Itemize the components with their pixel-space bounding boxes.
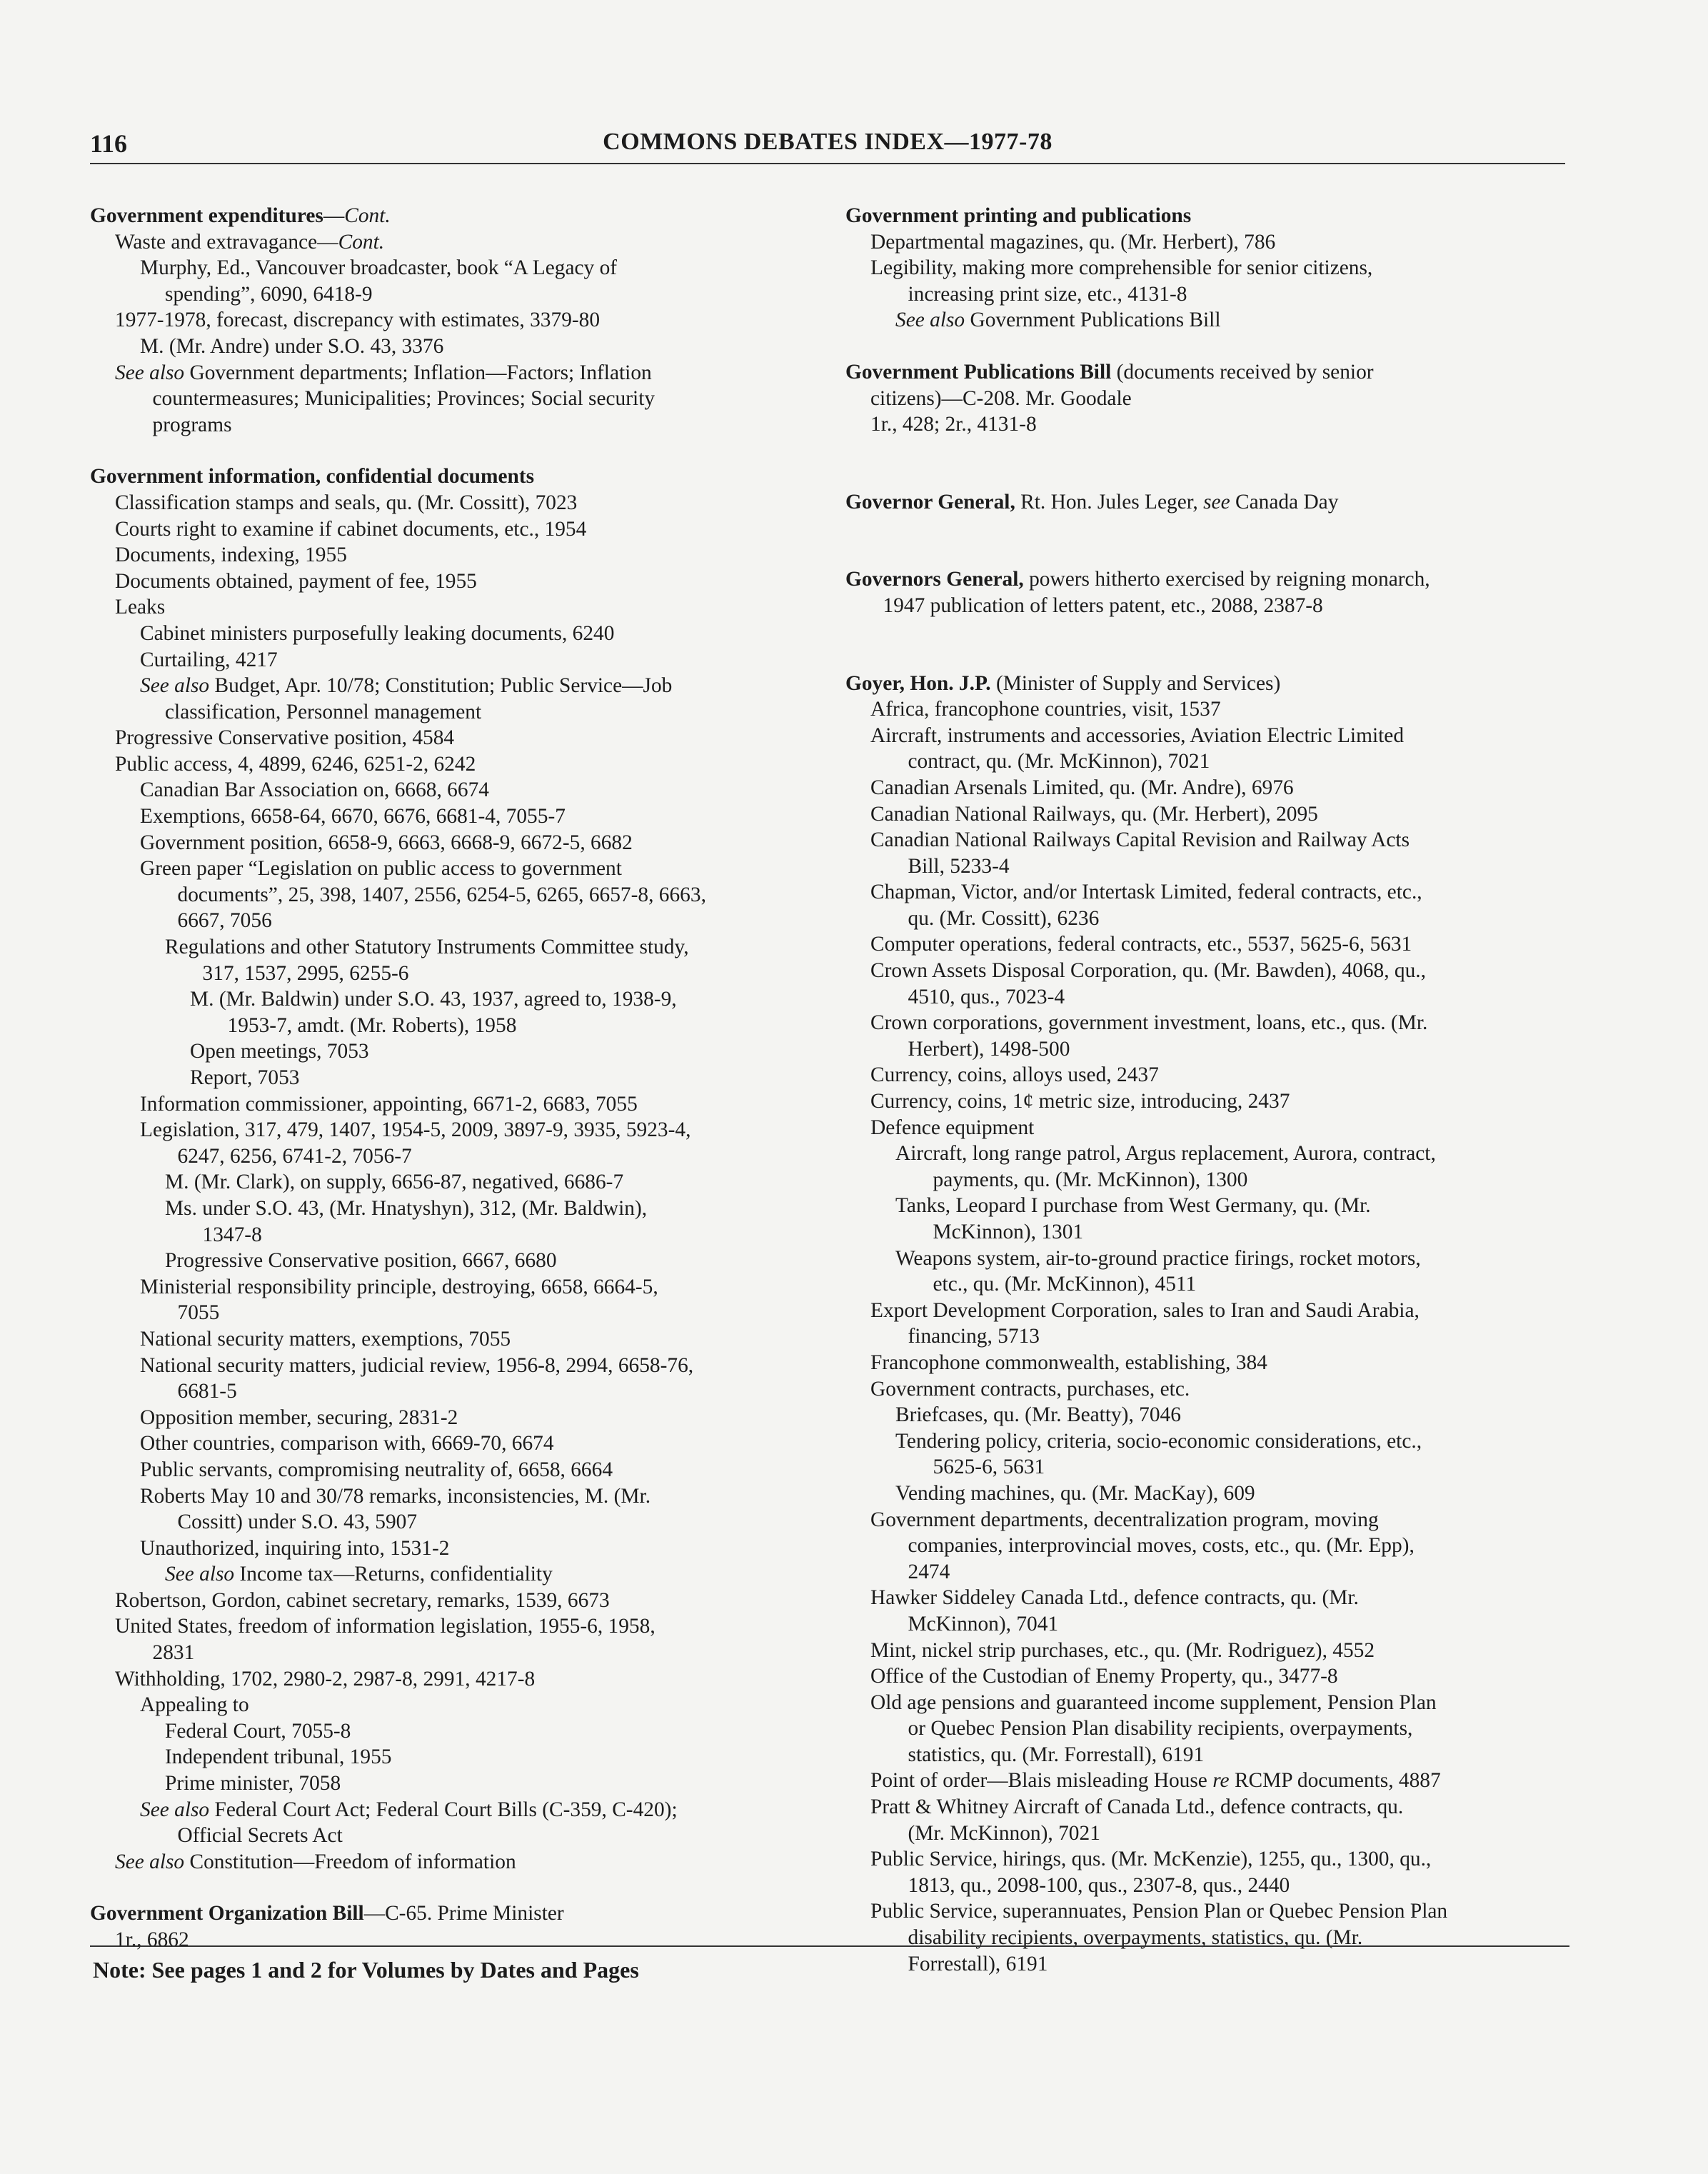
entry-text: qu. (Mr. Cossitt), 6236 [908, 906, 1100, 930]
entry-text: M. (Mr. Andre) under S.O. 43, 3376 [140, 334, 444, 358]
index-entry [90, 1797, 825, 1823]
entry-text: Ministerial responsibility principle, destroying, 6658, 6664-5, [140, 1275, 658, 1298]
entry-text: classification, Personnel management [165, 700, 482, 723]
index-entry [845, 411, 1581, 438]
index-entry [90, 673, 825, 699]
index-entry [845, 1246, 1581, 1272]
entry-text: or Quebec Pension Plan disability recipients, overpayments, [908, 1717, 1413, 1740]
entry-text: 1953-7, amdt. (Mr. Roberts), 1958 [227, 1013, 517, 1037]
index-entry [845, 1167, 1581, 1193]
heading-text: Government expenditures [90, 204, 323, 227]
index-entry [90, 1770, 825, 1797]
index-entry [845, 958, 1581, 984]
entry-text: Exemptions, 6658-64, 6670, 6676, 6681-4, 7055-7 [140, 805, 566, 828]
entry-text: Roberts May 10 and 30/78 remarks, inconsistencies, M. (Mr. [140, 1484, 651, 1508]
index-entry [845, 1193, 1581, 1219]
index-entry [845, 1062, 1581, 1088]
entry-text: contract, qu. (Mr. McKinnon), 7021 [908, 750, 1210, 773]
page-header [90, 126, 1565, 164]
index-entry [90, 725, 825, 751]
index-entry [845, 1951, 1581, 1978]
index-entry [90, 1666, 825, 1693]
entry-text: Francophone commonwealth, establishing, 384 [870, 1351, 1267, 1374]
see-also-label: See also [165, 1563, 235, 1586]
entry-text: countermeasures; Municipalities; Provinces; Social security [152, 387, 655, 411]
index-entry [90, 803, 825, 830]
index-entry [845, 1533, 1581, 1559]
entry-text: Aircraft, instruments and accessories, Aviation Electric Limited [870, 723, 1405, 747]
entry-text: Pratt & Whitney Aircraft of Canada Ltd., defence contracts, qu. [870, 1795, 1404, 1819]
index-entry [845, 386, 1581, 412]
running-title: COMMONS DEBATES INDEX—1977-78 [603, 129, 1053, 155]
entry-text: Appealing to [140, 1693, 249, 1717]
entry-text: Tendering policy, criteria, socio-economic considerations, etc., [895, 1429, 1422, 1453]
index-heading [90, 464, 825, 490]
index-entry [845, 931, 1581, 958]
italic-text: Cont. [338, 230, 385, 254]
entry-text: Government contracts, purchases, etc. [870, 1377, 1190, 1401]
index-entry [90, 1849, 825, 1875]
entry-text: Old age pensions and guaranteed income supplement, Pension Plan [870, 1690, 1437, 1714]
entry-text: Canadian Bar Association on, 6668, 6674 [140, 778, 489, 802]
entry-text: disability recipients, overpayments, statistics, qu. (Mr. [908, 1926, 1363, 1950]
index-entry [845, 879, 1581, 906]
entry-text: Government departments, decentralization program, moving [870, 1508, 1379, 1531]
index-entry [90, 1483, 825, 1510]
index-entry [845, 1376, 1581, 1403]
entry-text: Currency, coins, alloys used, 2437 [870, 1063, 1159, 1087]
entry-text: 1813, qu., 2098-100, qus., 2307-8, qus., 2440 [908, 1873, 1290, 1897]
entry-text: Public Service, superannuates, Pension Plan or Quebec Pension Plan [870, 1900, 1448, 1923]
index-entry [90, 1509, 825, 1536]
entry-text: Tanks, Leopard I purchase from West Germany, qu. (Mr. [895, 1194, 1371, 1218]
entry-text: National security matters, judicial review, 1956-8, 2994, 6658-76, [140, 1353, 694, 1377]
entry-text: 2474 [908, 1560, 950, 1583]
index-entry [90, 360, 825, 386]
entry-text: Cabinet ministers purposefully leaking documents, 6240 [140, 621, 615, 645]
index-entry [90, 1718, 825, 1745]
entry-text: etc., qu. (Mr. McKinnon), 4511 [933, 1273, 1197, 1296]
see-also-label: See also [140, 674, 210, 698]
index-heading [90, 203, 825, 229]
left-index-column [90, 203, 825, 1953]
entry-text: Briefcases, qu. (Mr. Beatty), 7046 [895, 1403, 1181, 1427]
entry-text: payments, qu. (Mr. McKinnon), 1300 [933, 1168, 1248, 1191]
index-entry [845, 1794, 1581, 1820]
heading-text: Goyer, Hon. J.P. [845, 671, 991, 695]
index-entry [90, 647, 825, 673]
entry-text: Office of the Custodian of Enemy Property, qu., 3477-8 [870, 1665, 1338, 1688]
entry-text: Hawker Siddeley Canada Ltd., defence contracts, qu. (Mr. [870, 1586, 1359, 1610]
entry-text: Africa, francophone countries, visit, 1537 [870, 698, 1221, 721]
index-entry [845, 1715, 1581, 1742]
index-entry [845, 1846, 1581, 1873]
index-entry [90, 1823, 825, 1849]
entry-text: 317, 1537, 2995, 6255-6 [202, 961, 409, 985]
entry-text: 1347-8 [202, 1223, 262, 1246]
index-heading [845, 489, 1581, 516]
entry-text: 6247, 6256, 6741-2, 7056-7 [177, 1144, 412, 1168]
index-entry [90, 1431, 825, 1457]
index-entry [845, 1454, 1581, 1481]
entry-text: Herbert), 1498-500 [908, 1037, 1070, 1061]
index-entry [90, 751, 825, 778]
see-also-label: See also [140, 1798, 210, 1821]
index-entry [90, 1274, 825, 1301]
entry-text: Point of order—Blais misleading House [870, 1769, 1213, 1793]
index-entry [845, 1690, 1581, 1716]
entry-gap [845, 464, 1581, 489]
entry-text: Waste and extravagance— [115, 230, 338, 254]
entry-text: Crown Assets Disposal Corporation, qu. (Mr. Bawden), 4068, qu., [870, 959, 1426, 983]
entry-text: Courts right to examine if cabinet documents, etc., 1954 [115, 517, 587, 541]
entry-text: 4510, qus., 7023-4 [908, 985, 1065, 1008]
entry-text: 1947 publication of letters patent, etc., 2088, 2387-8 [883, 593, 1323, 617]
entry-text: Other countries, comparison with, 6669-70, 6674 [140, 1432, 554, 1456]
index-entry [845, 1873, 1581, 1899]
index-entry [90, 1300, 825, 1326]
index-entry [90, 882, 825, 908]
entry-text: Government departments; Inflation—Factors; Inflation [184, 361, 652, 384]
entry-text: Unauthorized, inquiring into, 1531-2 [140, 1536, 450, 1560]
index-entry [90, 1196, 825, 1222]
index-entry [845, 255, 1581, 281]
index-entry [90, 1640, 825, 1666]
index-entry [90, 255, 825, 281]
entry-text: Official Secrets Act [177, 1824, 343, 1848]
see-also-label: See also [115, 1850, 185, 1873]
entry-text: documents”, 25, 398, 1407, 2556, 6254-5, 6265, 6657-8, 6663, [177, 883, 706, 906]
heading-text: Governor General, [845, 490, 1015, 514]
index-entry [845, 1820, 1581, 1847]
entry-text-continued: RCMP documents, 4887 [1229, 1769, 1441, 1793]
entry-text: Mint, nickel strip purchases, etc., qu. (Mr. Rodriguez), 4552 [870, 1638, 1375, 1662]
entry-text: companies, interprovincial moves, costs, etc., qu. (Mr. Epp), [908, 1534, 1415, 1558]
index-entry [90, 621, 825, 647]
index-entry [845, 1010, 1581, 1036]
entry-text: 1r., 428; 2r., 4131-8 [870, 413, 1037, 436]
entry-text: Currency, coins, 1¢ metric size, introducing, 2437 [870, 1090, 1290, 1113]
index-entry [90, 1038, 825, 1065]
index-heading [845, 566, 1581, 593]
entry-text: Federal Court Act; Federal Court Bills (C-359, C-420); [209, 1798, 678, 1821]
entry-text: M. (Mr. Clark), on supply, 6656-87, negatived, 6686-7 [165, 1171, 624, 1194]
italic-text: re [1212, 1769, 1230, 1793]
entry-text: McKinnon), 7041 [908, 1612, 1059, 1635]
index-entry [90, 1561, 825, 1588]
entry-text: Rt. Hon. Jules Leger, [1015, 490, 1204, 514]
entry-text: 5625-6, 5631 [933, 1456, 1045, 1479]
index-entry [90, 986, 825, 1013]
entry-gap [845, 619, 1581, 645]
entry-text: Constitution—Freedom of information [184, 1850, 516, 1873]
index-entry [90, 1248, 825, 1274]
index-entry [845, 1742, 1581, 1768]
entry-text: Prime minister, 7058 [165, 1772, 341, 1795]
index-entry [90, 412, 825, 439]
entry-text: 7055 [177, 1301, 220, 1325]
entry-text: Public servants, compromising neutrality of, 6658, 6664 [140, 1458, 613, 1481]
entry-gap [845, 645, 1581, 671]
entry-text: Classification stamps and seals, qu. (Mr. Cossitt), 7023 [115, 491, 578, 514]
index-entry [845, 1115, 1581, 1141]
entry-text: (documents received by senior [1111, 360, 1374, 384]
entry-text: Federal Court, 7055-8 [165, 1719, 351, 1743]
index-entry [90, 516, 825, 543]
entry-text: statistics, qu. (Mr. Forrestall), 6191 [908, 1743, 1205, 1766]
entry-text: 6667, 7056 [177, 909, 272, 933]
index-entry [90, 1091, 825, 1118]
entry-text: — [323, 204, 345, 227]
index-entry [90, 1692, 825, 1718]
entry-text: Bill, 5233-4 [908, 854, 1010, 878]
index-entry [845, 1507, 1581, 1533]
index-entry [845, 801, 1581, 828]
index-entry [845, 723, 1581, 749]
entry-text: Income tax—Returns, confidentiality [234, 1563, 553, 1586]
index-entry [90, 830, 825, 856]
entry-text: Leaks [115, 596, 166, 619]
index-entry [90, 1326, 825, 1353]
entry-gap [845, 515, 1581, 541]
entry-text: Vending machines, qu. (Mr. MacKay), 609 [895, 1481, 1255, 1505]
heading-text: Government Organization Bill [90, 1902, 364, 1925]
index-entry [90, 908, 825, 934]
index-entry [90, 1744, 825, 1770]
footer-rule [90, 1945, 1569, 1947]
entry-text: Export Development Corporation, sales to Iran and Saudi Arabia, [870, 1298, 1420, 1322]
index-entry [845, 1663, 1581, 1690]
index-entry [90, 1457, 825, 1483]
entry-text: Legibility, making more comprehensible for senior citizens, [870, 256, 1373, 280]
entry-text-continued: Canada Day [1230, 490, 1339, 514]
index-entry [845, 1219, 1581, 1246]
entry-text: Open meetings, 7053 [190, 1040, 369, 1063]
entry-text: Budget, Apr. 10/78; Constitution; Public Service—Job [209, 674, 673, 698]
entry-text: Green paper “Legislation on public access to government [140, 857, 622, 881]
index-entry [845, 281, 1581, 308]
see-also-label: See also [895, 309, 965, 332]
entry-gap [90, 438, 825, 464]
heading-text: Government printing and publications [845, 204, 1192, 227]
index-entry [845, 1768, 1581, 1794]
index-entry [845, 853, 1581, 880]
entry-text: 1977-1978, forecast, discrepancy with estimates, 3379-80 [115, 309, 601, 332]
heading-text: Government Publications Bill [845, 360, 1112, 384]
index-entry [90, 1143, 825, 1170]
index-entry [845, 748, 1581, 775]
index-entry [845, 1898, 1581, 1925]
index-entry [90, 542, 825, 568]
entry-text: increasing print size, etc., 4131-8 [908, 282, 1187, 306]
index-entry [90, 1536, 825, 1562]
entry-text: Information commissioner, appointing, 6671-2, 6683, 7055 [140, 1092, 638, 1116]
index-entry [845, 1611, 1581, 1638]
entry-text: Weapons system, air-to-ground practice firings, rocket motors, [895, 1246, 1421, 1270]
entry-text: Documents obtained, payment of fee, 1955 [115, 569, 477, 593]
entry-text: Computer operations, federal contracts, etc., 5537, 5625-6, 5631 [870, 933, 1412, 956]
index-entry [845, 906, 1581, 932]
index-entry [90, 777, 825, 803]
entry-text: Ms. under S.O. 43, (Mr. Hnatyshyn), 312, (Mr. Baldwin), [165, 1196, 648, 1220]
index-entry [90, 961, 825, 987]
entry-text: Canadian Arsenals Limited, qu. (Mr. Andre), 6976 [870, 776, 1294, 799]
index-entry [90, 386, 825, 412]
entry-text: Departmental magazines, qu. (Mr. Herbert), 786 [870, 230, 1276, 254]
index-entry [845, 593, 1581, 619]
index-heading [845, 671, 1581, 697]
index-entry [845, 1036, 1581, 1063]
heading-text: Government information, confidential documents [90, 465, 535, 489]
entry-text: M. (Mr. Baldwin) under S.O. 43, 1937, agreed to, 1938-9, [190, 988, 677, 1011]
index-entry [90, 856, 825, 882]
entry-text: Robertson, Gordon, cabinet secretary, remarks, 1539, 6673 [115, 1588, 610, 1612]
entry-text: Crown corporations, government investment, loans, etc., qus. (Mr. [870, 1011, 1428, 1035]
index-entry [90, 229, 825, 256]
index-entry [845, 1350, 1581, 1376]
index-entry [845, 984, 1581, 1011]
entry-text: Canadian National Railways Capital Revision and Railway Acts [870, 828, 1410, 852]
index-entry [845, 1298, 1581, 1324]
index-entry [90, 1927, 825, 1953]
index-entry [845, 1925, 1581, 1951]
index-entry [90, 594, 825, 621]
entry-text: Curtailing, 4217 [140, 648, 278, 671]
index-entry [90, 1065, 825, 1091]
index-entry [90, 1013, 825, 1039]
index-entry [90, 1378, 825, 1405]
entry-text: Independent tribunal, 1955 [165, 1745, 392, 1769]
index-entry [845, 307, 1581, 334]
index-entry [845, 1559, 1581, 1586]
entry-text: Regulations and other Statutory Instruments Committee study, [165, 936, 689, 959]
index-heading [845, 359, 1581, 386]
entry-text: Legislation, 317, 479, 1407, 1954-5, 2009, 3897-9, 3935, 5923-4, [140, 1118, 691, 1142]
entry-text: Government Publications Bill [965, 309, 1221, 332]
index-entry [845, 1323, 1581, 1350]
heading-text: Governors General, [845, 568, 1024, 591]
index-entry [845, 1585, 1581, 1611]
entry-text: Forrestall), 6191 [908, 1952, 1048, 1975]
entry-text: Withholding, 1702, 2980-2, 2987-8, 2991, 4217-8 [115, 1667, 536, 1690]
entry-gap [90, 1875, 825, 1900]
index-entry [90, 1117, 825, 1143]
entry-text: Report, 7053 [190, 1066, 300, 1089]
entry-text: powers hitherto exercised by reigning monarch, [1023, 568, 1430, 591]
index-entry [845, 1088, 1581, 1115]
entry-text: 6681-5 [177, 1380, 237, 1403]
entry-text: Government position, 6658-9, 6663, 6668-9, 6672-5, 6682 [140, 831, 633, 854]
index-entry [90, 568, 825, 595]
entry-text: Progressive Conservative position, 6667, 6680 [165, 1249, 557, 1273]
entry-text: National security matters, exemptions, 7055 [140, 1327, 511, 1351]
index-entry [90, 1588, 825, 1614]
entry-text: Public access, 4, 4899, 6246, 6251-2, 6242 [115, 752, 476, 776]
index-entry [845, 1428, 1581, 1455]
entry-text: Chapman, Victor, and/or Intertask Limited, federal contracts, etc., [870, 881, 1422, 904]
index-entry [90, 281, 825, 308]
index-heading [90, 1900, 825, 1927]
entry-text: Aircraft, long range patrol, Argus replacement, Aurora, contract, [895, 1142, 1436, 1166]
entry-gap [845, 438, 1581, 464]
index-entry [845, 1141, 1581, 1167]
entry-text: Public Service, hirings, qus. (Mr. McKenzie), 1255, qu., 1300, qu., [870, 1848, 1432, 1871]
entry-text: 1r., 6862 [115, 1928, 189, 1951]
entry-text: Canadian National Railways, qu. (Mr. Herbert), 2095 [870, 802, 1318, 826]
entry-text: (Minister of Supply and Services) [990, 671, 1281, 695]
entry-text: financing, 5713 [908, 1325, 1040, 1348]
index-entry [845, 229, 1581, 256]
index-entry [845, 775, 1581, 801]
entry-text: citizens)—C-208. Mr. Goodale [870, 386, 1132, 410]
index-entry [90, 334, 825, 360]
see-also-label: See also [115, 361, 185, 384]
index-entry [845, 1402, 1581, 1428]
index-entry [90, 307, 825, 334]
entry-text: United States, freedom of information legislation, 1955-6, 1958, [115, 1615, 655, 1638]
entry-text: (Mr. McKinnon), 7021 [908, 1821, 1100, 1845]
index-entry [845, 1638, 1581, 1664]
index-entry [90, 699, 825, 726]
index-entry [90, 490, 825, 516]
entry-text: Opposition member, securing, 2831-2 [140, 1406, 458, 1429]
entry-text: spending”, 6090, 6418-9 [165, 282, 373, 306]
entry-text: Documents, indexing, 1955 [115, 544, 347, 567]
index-entry [845, 1481, 1581, 1507]
entry-gap [845, 334, 1581, 359]
footnote: Note: See pages 1 and 2 for Volumes by Dates and Pages [93, 1957, 639, 1983]
index-entry [90, 1353, 825, 1379]
entry-text: Defence equipment [870, 1116, 1035, 1139]
index-entry [90, 1169, 825, 1196]
index-entry [90, 1613, 825, 1640]
entry-text: Progressive Conservative position, 4584 [115, 726, 455, 750]
page-number: 116 [90, 129, 128, 158]
entry-gap [845, 541, 1581, 566]
entry-text: programs [152, 413, 232, 436]
index-entry [90, 934, 825, 961]
index-entry [845, 696, 1581, 723]
right-index-column [845, 203, 1581, 1977]
entry-text: McKinnon), 1301 [933, 1221, 1084, 1243]
entry-text: Cossitt) under S.O. 43, 5907 [177, 1511, 418, 1534]
index-entry [90, 1405, 825, 1431]
italic-text: see [1203, 490, 1230, 514]
entry-text: 2831 [152, 1641, 195, 1665]
index-entry [845, 827, 1581, 853]
index-heading [845, 203, 1581, 229]
entry-text: Murphy, Ed., Vancouver broadcaster, book “A Legacy of [140, 256, 618, 280]
entry-text: —C-65. Prime Minister [363, 1902, 564, 1925]
index-entry [90, 1222, 825, 1248]
italic-text: Cont. [344, 204, 391, 227]
index-entry [845, 1271, 1581, 1298]
